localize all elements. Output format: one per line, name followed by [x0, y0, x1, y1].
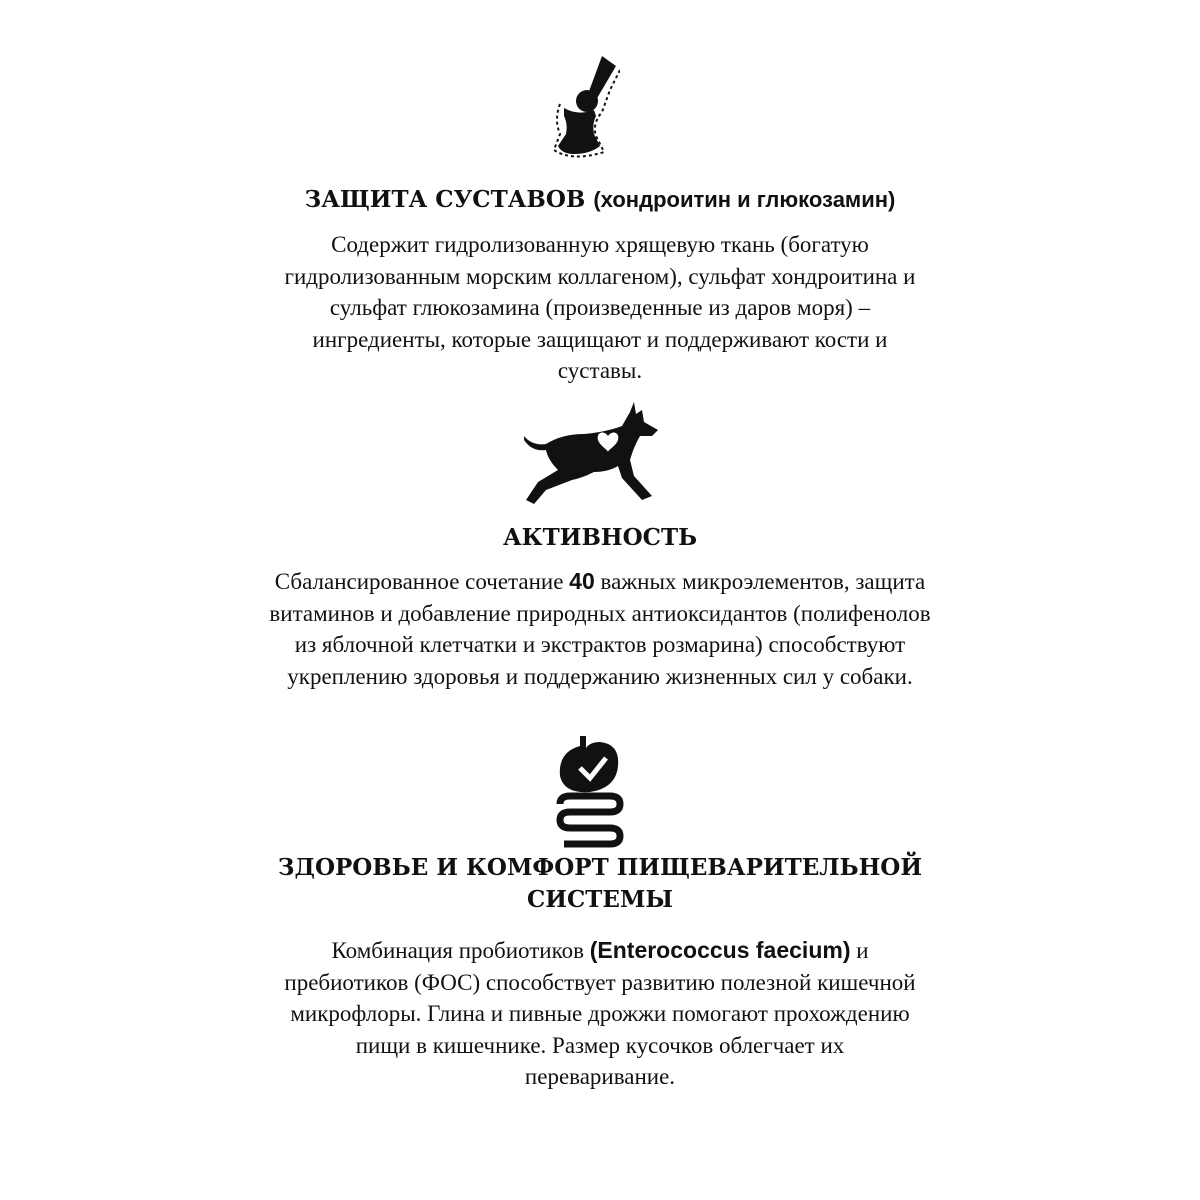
section-title-activity: АКТИВНОСТЬ	[502, 524, 698, 551]
text-line: суставы.	[557, 358, 643, 383]
stomach-intestine-check-icon	[550, 732, 632, 848]
text-fragment: важных микроэлементов, защита	[594, 569, 926, 594]
text-line: микрофлоры. Глина и пивные дрожжи помогают прохождению	[290, 1001, 910, 1026]
section-text-digestion	[100, 935, 1100, 1093]
text-line: укреплению здоровья и поддержанию жизненных сил у собаки.	[287, 663, 913, 689]
title-line: ЗДОРОВЬЕ И КОМФОРТ ПИЩЕВАРИТЕЛЬНОЙ	[277, 854, 923, 881]
text-line	[100, 566, 1100, 598]
section-title-digestion	[0, 852, 1200, 916]
text-line: сульфат глюкозамина (произведенные из даров моря) –	[329, 295, 871, 320]
text-line: Содержит гидролизованную хрящевую ткань (богатую	[331, 232, 869, 257]
text-fragment: Сбалансированное сочетание	[274, 569, 570, 594]
section-title-sub: (хондроитин и глюкозамин)	[593, 187, 896, 212]
text-line: из яблочной клетчатки и экстрактов розмарина) способствуют	[294, 632, 906, 657]
text-line: ингредиенты, которые защищают и поддерживают кости и	[312, 326, 888, 352]
text-line: гидролизованным морским коллагеном), сульфат хондроитина и	[284, 263, 916, 289]
running-dog-heart-icon	[522, 400, 662, 510]
section-title-main: ЗАЩИТА СУСТАВОВ	[304, 186, 586, 213]
joint-bone-icon	[550, 50, 620, 162]
text-line: переваривание.	[524, 1064, 676, 1089]
text-line: витаминов и добавление природных антиоксидантов (полифенолов	[269, 600, 931, 626]
number-highlight: 40	[569, 568, 595, 594]
text-line: пребиотиков (ФОС) способствует развитию полезной кишечной	[284, 969, 916, 995]
title-line: СИСТЕМЫ	[526, 886, 674, 913]
section-text-activity	[100, 566, 1100, 692]
section-title-joints	[0, 184, 1200, 216]
latin-name: (Enterococcus faecium)	[589, 937, 851, 963]
text-fragment: Комбинация пробиотиков	[331, 938, 590, 963]
text-fragment: и	[850, 938, 869, 963]
section-text-joints	[100, 229, 1100, 387]
text-line: пищи в кишечнике. Размер кусочков облегчает их	[355, 1032, 845, 1058]
text-line	[100, 935, 1100, 967]
